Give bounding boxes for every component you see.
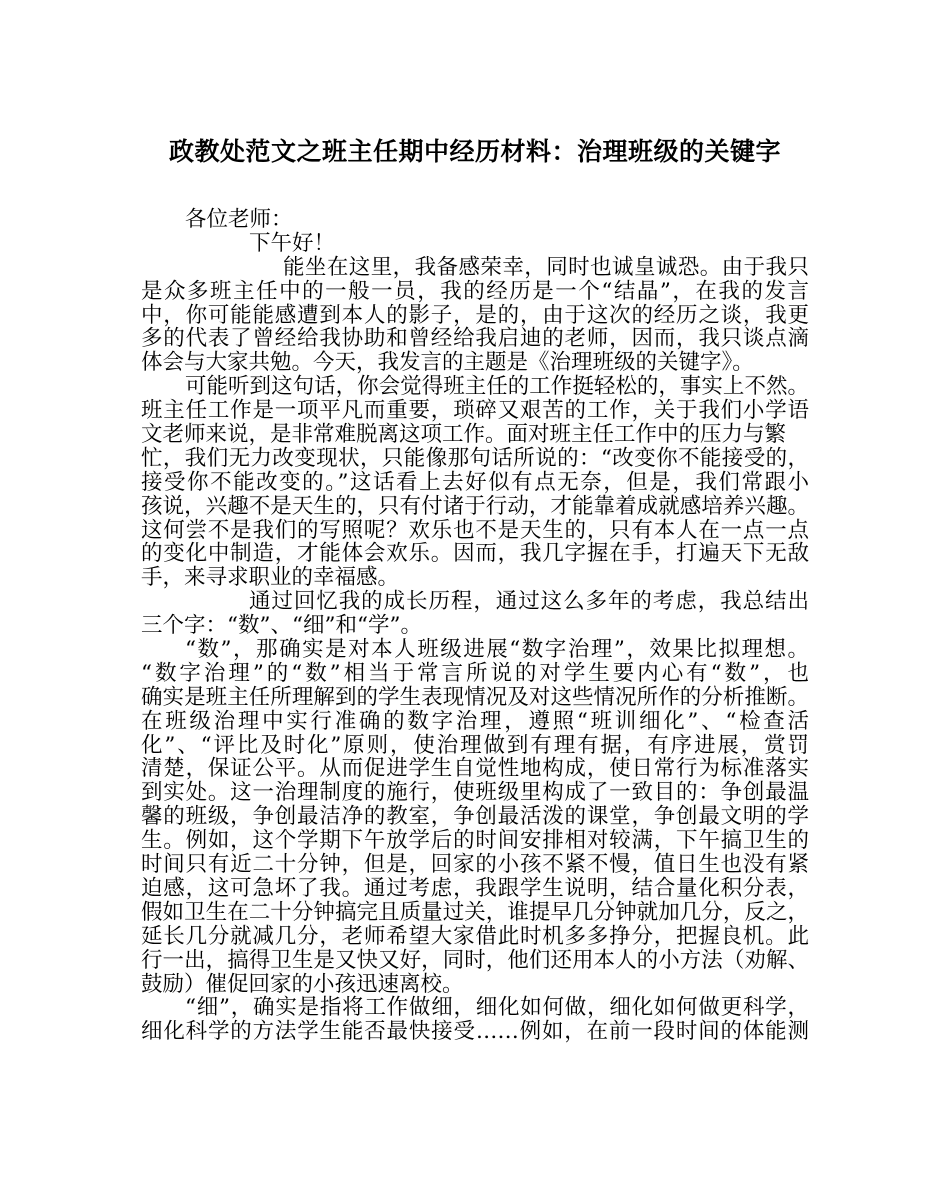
body-line: 时间只有近二十分钟，但是，回家的小孩不紧不慢，值日生也没有紧 — [141, 852, 809, 878]
body-line: “数字治理”的“数”相当于常言所说的对学生要内心有“数”，也 — [141, 660, 809, 686]
body-line: 行一出，搞得卫生是又快又好，同时，他们还用本人的小方法（劝解、 — [141, 947, 809, 973]
body-line: “数”，那确实是对本人班级进展“数字治理”，效果比拟理想。 — [185, 637, 809, 663]
body-line: 能坐在这里，我备感荣幸，同时也诚皇诚恐。由于我只 — [283, 254, 809, 280]
body-line: 假如卫生在二十分钟搞完且质量过关，谁提早几分钟就加几分，反之， — [141, 899, 809, 925]
body-line: “细”，确实是指将工作做细，细化如何做，细化如何做更科学， — [185, 995, 809, 1021]
body-line: 多的代表了曾经给我协助和曾经给我启迪的老师，因而，我只谈点滴 — [141, 326, 809, 352]
body-line: 延长几分就减几分，老师希望大家借此时机多多挣分，把握良机。此 — [141, 923, 809, 949]
body-line: 各位老师： — [185, 207, 293, 232]
body-line: 确实是班主任所理解到的学生表现情况及对这些情况所作的分析推断。 — [141, 684, 809, 710]
body-line: 体会与大家共勉。今天，我发言的主题是《治理班级的关键字》。 — [141, 350, 754, 376]
body-line: 到实处。这一治理制度的施行，使班级里构成了一致目的：争创最温 — [141, 780, 809, 806]
body-line: 是众多班主任中的一般一员，我的经历是一个“结晶”，在我的发言 — [141, 278, 809, 304]
body-line: 三个字：“数”、“细”和“学”。 — [141, 613, 422, 639]
body-line: 馨的班级，争创最洁净的教室，争创最活泼的课堂，争创最文明的学 — [141, 804, 809, 830]
body-line: 手，来寻求职业的幸福感。 — [141, 565, 400, 591]
body-line: 这何尝不是我们的写照呢？欢乐也不是天生的，只有本人在一点一点 — [141, 517, 809, 543]
body-line: 忙，我们无力改变现状，只能像那句话所说的：“改变你不能接受的， — [141, 445, 809, 471]
body-line: 接受你不能改变的。”这话看上去好似有点无奈，但是，我们常跟小 — [141, 469, 809, 495]
document-body — [141, 208, 809, 1044]
body-line: 迫感，这可急坏了我。通过考虑，我跟学生说明，结合量化积分表， — [141, 875, 809, 901]
body-line: 的变化中制造，才能体会欢乐。因而，我几字握在手，打遍天下无敌 — [141, 541, 809, 567]
body-line: 可能听到这句话，你会觉得班主任的工作挺轻松的，事实上不然。 — [185, 374, 809, 400]
document-title: 政教处范文之班主任期中经历材料：治理班级的关键字 — [168, 137, 781, 166]
body-line: 清楚，保证公平。从而促进学生自觉性地构成，使日常行为标准落实 — [141, 756, 809, 782]
body-line: 文老师来说，是非常难脱离这项工作。面对班主任工作中的压力与繁 — [141, 422, 787, 448]
body-line: 细化科学的方法学生能否最快接受……例如，在前一段时间的体能测 — [141, 1019, 809, 1045]
body-line: 下午好！ — [249, 230, 336, 256]
body-line: 生。例如，这个学期下午放学后的时间安排相对较满，下午搞卫生的 — [141, 828, 809, 854]
body-line: 班主任工作是一项平凡而重要，琐碎又艰苦的工作，关于我们小学语 — [141, 398, 809, 424]
body-line: 在班级治理中实行准确的数字治理，遵照“班训细化”、“检查活 — [141, 708, 809, 734]
body-line: 孩说，兴趣不是天生的，只有付诸于行动，才能靠着成就感培养兴趣。 — [141, 493, 809, 519]
body-line: 化”、“评比及时化”原则，使治理做到有理有据，有序进展，赏罚 — [141, 732, 809, 758]
body-line: 鼓励）催促回家的小孩迅速离校。 — [141, 971, 464, 997]
body-line: 通过回忆我的成长历程，通过这么多年的考虑，我总结出 — [249, 589, 809, 615]
body-line: 中，你可能能感遭到本人的影子，是的，由于这次的经历之谈，我更 — [141, 302, 809, 328]
